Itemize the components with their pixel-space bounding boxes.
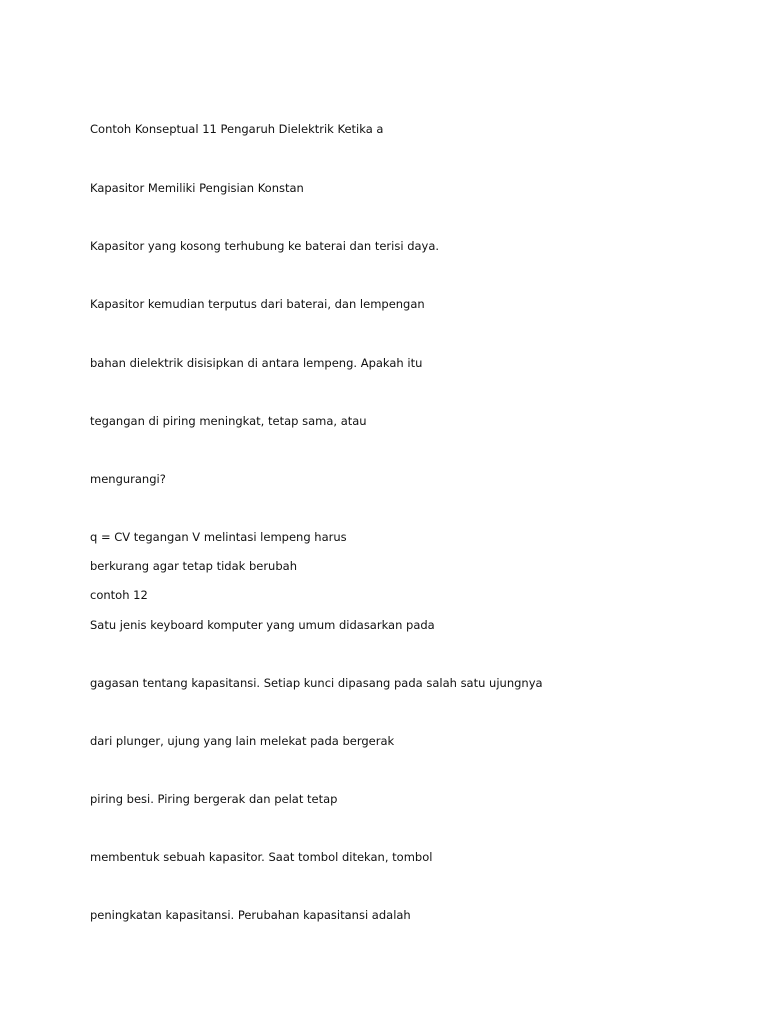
text-line: dari plunger, ujung yang lain melekat pada bergerak (90, 734, 395, 748)
text-line: tegangan di piring meningkat, tetap sama, atau (90, 414, 367, 428)
text-line: Kapasitor kemudian terputus dari baterai, dan lempengan (90, 297, 425, 311)
text-line: berkurang agar tetap tidak berubah (90, 559, 297, 573)
text-line: Kapasitor Memiliki Pengisian Konstan (90, 181, 304, 195)
text-line: contoh 12 (90, 588, 148, 602)
text-line: mengurangi? (90, 472, 166, 486)
text-line: piring besi. Piring bergerak dan pelat tetap (90, 792, 338, 806)
text-line: peningkatan kapasitansi. Perubahan kapasitansi adalah (90, 908, 411, 922)
text-line: gagasan tentang kapasitansi. Setiap kunci dipasang pada salah satu ujungnya (90, 676, 543, 690)
text-line: membentuk sebuah kapasitor. Saat tombol ditekan, tombol (90, 850, 433, 864)
text-line: Contoh Konseptual 11 Pengaruh Dielektrik Ketika a (90, 122, 384, 136)
text-line: q = CV tegangan V melintasi lempeng harus (90, 530, 347, 544)
text-line: Satu jenis keyboard komputer yang umum didasarkan pada (90, 618, 435, 632)
text-line: bahan dielektrik disisipkan di antara lempeng. Apakah itu (90, 356, 423, 370)
text-line: Kapasitor yang kosong terhubung ke baterai dan terisi daya. (90, 239, 440, 253)
